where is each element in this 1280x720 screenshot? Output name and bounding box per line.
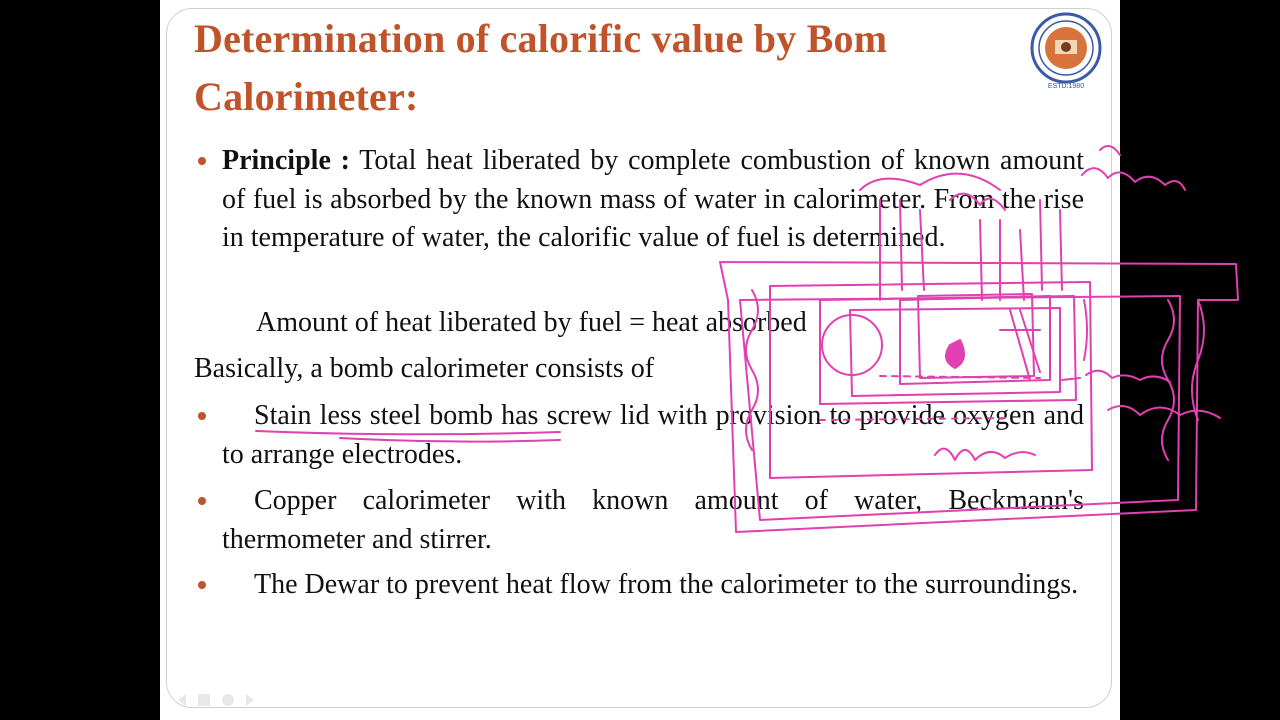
logo-text: ESTD:1980	[1047, 83, 1085, 90]
bullet-item: Stain less steel bomb has screw lid with provision to provide oxygen and to arrange electrodes.	[222, 400, 1084, 470]
page-title: Determination of calorific value by Bom Calorimeter:	[194, 16, 888, 119]
equation-line: Amount of heat liberated by fuel = heat absorbed	[256, 307, 807, 338]
slideshow-controls[interactable]	[172, 690, 272, 710]
college-seal-icon	[1026, 10, 1106, 92]
principle-text: Total heat liberated by complete combustion of known amount of fuel is absorbed by the known mass of water in calorimeter. From the rise in temperature of water, the calorific value of fuel is determined.	[222, 145, 1084, 253]
intro-line: Basically, a bomb calorimeter consists of	[194, 353, 655, 384]
bullet-marker	[198, 581, 206, 589]
bullet-marker	[198, 497, 206, 505]
principle-paragraph	[222, 142, 1084, 258]
bullet-marker	[198, 412, 206, 420]
bullet-item: The Dewar to prevent heat flow from the calorimeter to the surroundings.	[254, 569, 1079, 600]
bullet-marker	[198, 157, 206, 165]
bullet-item: Copper calorimeter with known amount of water, Beckmann's thermometer and stirrer.	[222, 485, 1084, 555]
principle-label: Principle :	[222, 145, 350, 176]
slide	[160, 0, 1120, 720]
